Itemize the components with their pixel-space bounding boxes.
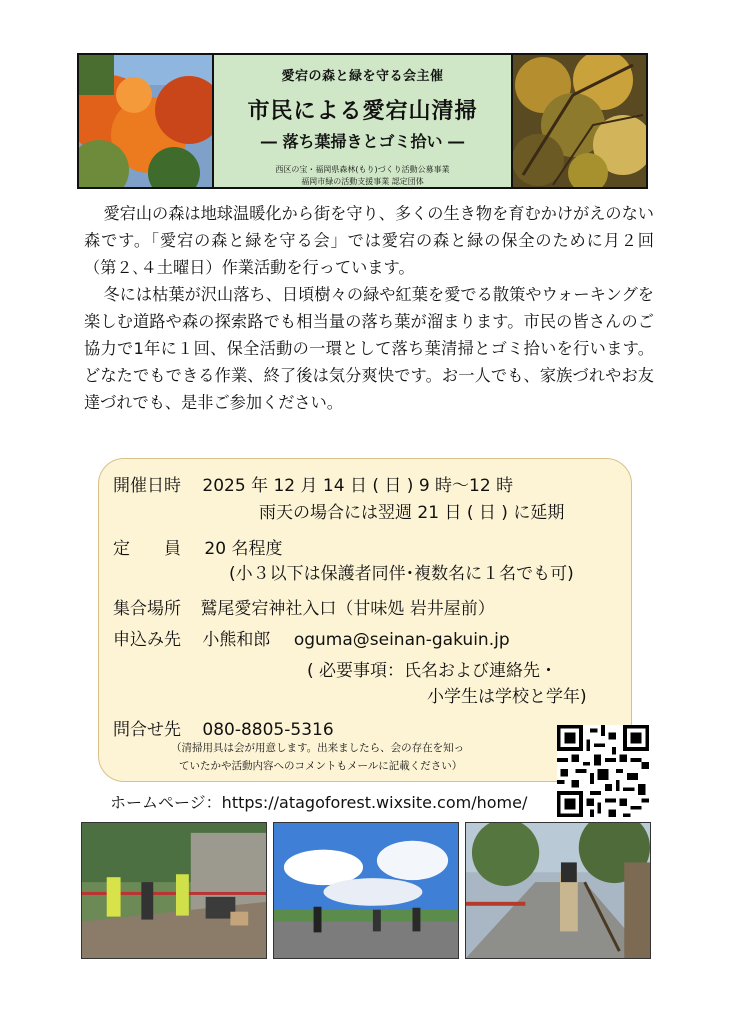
- photo-strip: [81, 822, 651, 959]
- header-note-line2: 福岡市緑の活動支援事業 認定団体: [301, 177, 424, 186]
- rain-date: 雨天の場合には翌週 21 日 ( 日 ) に延期: [259, 503, 565, 523]
- intro-paragraph-1: 愛宕山の森は地球温暖化から街を守り、多くの生き物を育むかけがえのない森です。「愛宕の森と緑を守る会」では愛宕の森と緑の保全のために月２回（第２､４土曜日）作業活動を行っています。: [84, 204, 654, 277]
- yellow-leaves-photo: [513, 55, 646, 187]
- contact-phone: 080-8805-5316: [202, 720, 334, 740]
- cleanup-photo-road: [465, 822, 651, 959]
- date-row: [113, 471, 513, 496]
- event-info-box: [98, 458, 632, 782]
- organizer-text: 愛宕の森と緑を守る会主催: [281, 69, 444, 84]
- intro-text: [84, 200, 654, 416]
- page-title: 市民による愛宕山清掃: [247, 99, 478, 124]
- capacity-label: 定 員: [113, 539, 181, 559]
- apply-requirements-2: 小学生は学校と学年): [427, 687, 587, 707]
- autumn-maple-photo: [79, 55, 212, 187]
- capacity-value: 20 名程度: [204, 539, 283, 559]
- capacity-note: (小３以下は保護者同伴･複数名に１名でも可): [229, 564, 574, 584]
- intro-paragraph-2: 冬には枯葉が沢山落ち、日頃樹々の緑や紅葉を愛でる散策やウォーキングを楽しむ道路や森の探索路でも相当量の落ち葉が溜まります。市民の皆さんのご協力で1年に１回、保全活動の一環として落ち葉清掃とゴミ拾いを行います。どなたでもできる作業、終了後は気分爽快です。お一人でも、家族づれやお友達づれでも、是非ご参加ください。: [84, 285, 654, 412]
- header-note-line1: 西区の宝・福岡県森林(もり)づくり活動公募事業: [275, 165, 450, 174]
- apply-email[interactable]: oguma@seinan-gakuin.jp: [293, 630, 510, 650]
- place-label: 集合場所: [113, 599, 181, 619]
- place-row: [113, 594, 495, 619]
- page-subtitle: ― 落ち葉掃きとゴミ拾い ―: [260, 132, 465, 151]
- apply-requirements-1: ( 必要事項：氏名および連絡先・: [307, 661, 558, 681]
- date-label: 開催日時: [113, 476, 181, 496]
- apply-name: 小熊和郎: [202, 630, 271, 650]
- apply-row: [113, 625, 510, 650]
- qr-code-icon[interactable]: [557, 725, 649, 817]
- contact-note-1: （清掃用具は会が用意します。出来ましたら、会の存在を知っ: [171, 742, 465, 754]
- homepage-link[interactable]: ホームページ：https://atagoforest.wixsite.com/home/: [110, 793, 528, 812]
- date-value: 2025 年 12 月 14 日 ( 日 ) 9 時～12 時: [202, 476, 514, 496]
- header-note: [214, 164, 511, 188]
- contact-label: 問合せ先: [113, 720, 181, 740]
- cleanup-photo-sky: [273, 822, 459, 959]
- header-banner: [77, 53, 648, 189]
- place-value: 鷲尾愛宕神社入口（甘味処 岩井屋前）: [200, 599, 495, 619]
- header-title-panel: [212, 55, 513, 187]
- cleanup-photo-stairs: [81, 822, 267, 959]
- apply-label: 申込み先: [113, 630, 181, 650]
- contact-row: [113, 715, 334, 740]
- capacity-row: [113, 534, 282, 559]
- contact-note-2: ていたかや活動内容へのコメントもメールに記載ください）: [179, 760, 463, 772]
